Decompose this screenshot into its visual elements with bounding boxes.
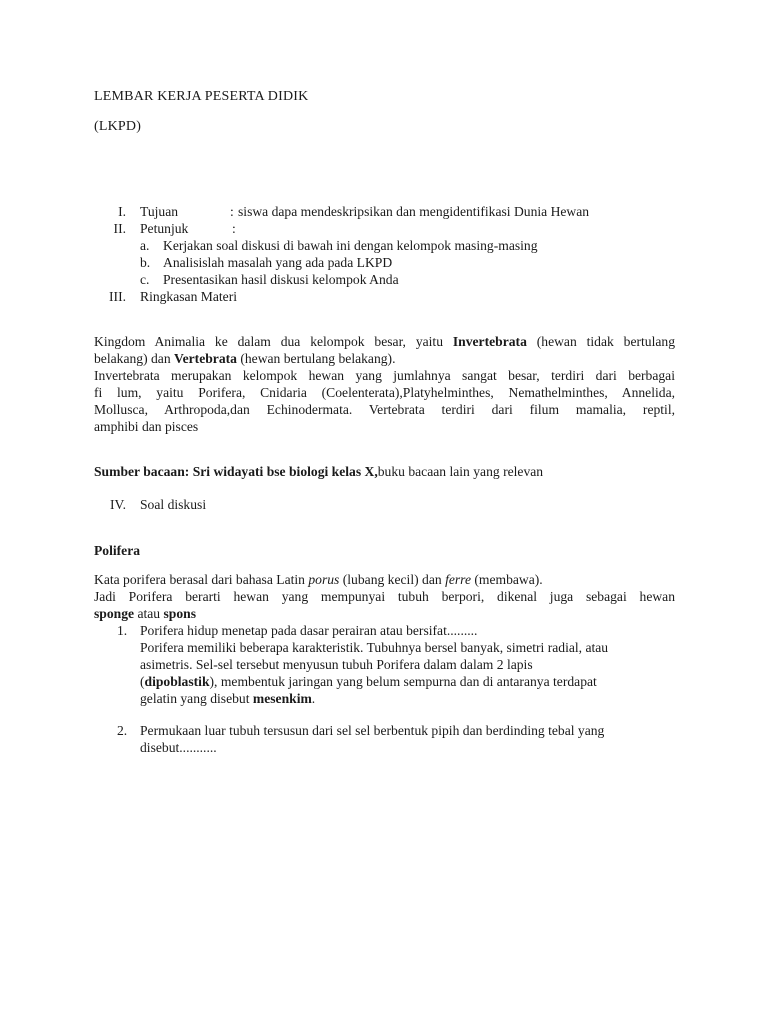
section-label-ringkasan: Ringkasan Materi xyxy=(140,289,238,304)
source-reference xyxy=(94,463,543,480)
document-title: LEMBAR KERJA PESERTA DIDIK xyxy=(94,89,309,104)
polifera-line-3 xyxy=(94,605,196,622)
term-sponge: sponge xyxy=(94,606,135,621)
materi-p2-line-3: Mollusca, Arthropoda,dan Echinodermata. Vertebrata terdiri dari filum mamalia, reptil, xyxy=(94,402,675,417)
question-number-1: 1. xyxy=(117,623,128,638)
source-label: Sumber bacaan: Sri widayati bse biologi kelas X, xyxy=(94,464,378,479)
section-number-tujuan: I. xyxy=(118,204,126,219)
question-text: gelatin yang disebut xyxy=(140,691,253,706)
section-label-tujuan: Tujuan xyxy=(140,204,179,219)
question-1-line-3: asimetris. Sel-sel tersebut menyusun tubuh Porifera dalam dalam 2 lapis xyxy=(140,657,533,672)
question-text: . xyxy=(311,691,316,706)
term-mesenkim: mesenkim xyxy=(252,691,312,706)
polifera-line-1 xyxy=(94,571,543,588)
materi-text: belakang) dan xyxy=(94,351,175,366)
materi-p2-line-2: fi lum, yaitu Porifera, Cnidaria (Coelenterata),Platyhelminthes, Nemathelminthes, Annelida, xyxy=(94,385,675,400)
materi-line-1 xyxy=(94,333,675,350)
polifera-line-2: Jadi Porifera berarti hewan yang mempunyai tubuh berpori, dikenal juga sebagai hewan xyxy=(94,589,675,604)
polifera-heading: Polifera xyxy=(94,543,141,558)
petunjuk-marker-c: c. xyxy=(140,272,150,287)
question-number-2: 2. xyxy=(117,723,128,738)
term-vertebrata: Vertebrata xyxy=(174,351,237,366)
petunjuk-item-c: Presentasikan hasil diskusi kelompok Anda xyxy=(163,272,399,287)
polifera-text: (lubang kecil) dan xyxy=(339,572,446,587)
materi-line-2 xyxy=(94,350,395,367)
section-colon-petunjuk: : xyxy=(232,221,236,236)
question-2-line-2: disebut........... xyxy=(140,740,217,755)
section-number-ringkasan: III. xyxy=(109,289,126,304)
section-label-soal: Soal diskusi xyxy=(140,497,207,512)
source-text: buku bacaan lain yang relevan xyxy=(377,464,544,479)
document-subtitle: (LKPD) xyxy=(94,119,142,134)
materi-p2-line-4: amphibi dan pisces xyxy=(94,419,199,434)
term-dipoblastik: dipoblastik xyxy=(144,674,210,689)
question-1-line-1: Porifera hidup menetap pada dasar perairan atau bersifat......... xyxy=(140,623,478,638)
term-ferre: ferre xyxy=(445,572,471,587)
question-1-line-2: Porifera memiliki beberapa karakteristik. Tubuhnya bersel banyak, simetri radial, atau xyxy=(140,640,609,655)
materi-text: (hewan bertulang belakang). xyxy=(236,351,396,366)
question-1-line-4 xyxy=(140,673,597,690)
section-label-petunjuk: Petunjuk xyxy=(140,221,189,236)
petunjuk-item-a: Kerjakan soal diskusi di bawah ini dengan kelompok masing-masing xyxy=(163,238,538,253)
term-porus: porus xyxy=(308,572,340,587)
section-text-tujuan: siswa dapa mendeskripsikan dan mengidentifikasi Dunia Hewan xyxy=(238,204,590,219)
question-2-line-1: Permukaan luar tubuh tersusun dari sel sel berbentuk pipih dan berdinding tebal yang xyxy=(140,723,605,738)
petunjuk-marker-b: b. xyxy=(140,255,151,270)
section-number-petunjuk: II. xyxy=(113,221,126,236)
question-text: ), membentuk jaringan yang belum sempurna dan di antaranya terdapat xyxy=(209,674,597,689)
polifera-text: Kata porifera berasal dari bahasa Latin xyxy=(94,572,309,587)
petunjuk-marker-a: a. xyxy=(140,238,150,253)
materi-p2-line-1: Invertebrata merupakan kelompok hewan yang jumlahnya sangat besar, terdiri dari berbagai xyxy=(94,368,675,383)
petunjuk-item-b: Analisislah masalah yang ada pada LKPD xyxy=(163,255,393,270)
section-number-soal: IV. xyxy=(110,497,126,512)
section-colon-tujuan: : xyxy=(230,204,234,219)
materi-text: Kingdom Animalia ke dalam dua kelompok besar, yaitu xyxy=(94,334,453,349)
materi-text: (hewan tidak bertulang xyxy=(526,334,675,349)
term-spons: spons xyxy=(163,606,196,621)
polifera-text: (membawa). xyxy=(470,572,543,587)
question-text: ( xyxy=(140,674,145,689)
question-1-line-5 xyxy=(140,690,315,707)
term-invertebrata: Invertebrata xyxy=(452,334,527,349)
polifera-text: atau xyxy=(134,606,164,621)
